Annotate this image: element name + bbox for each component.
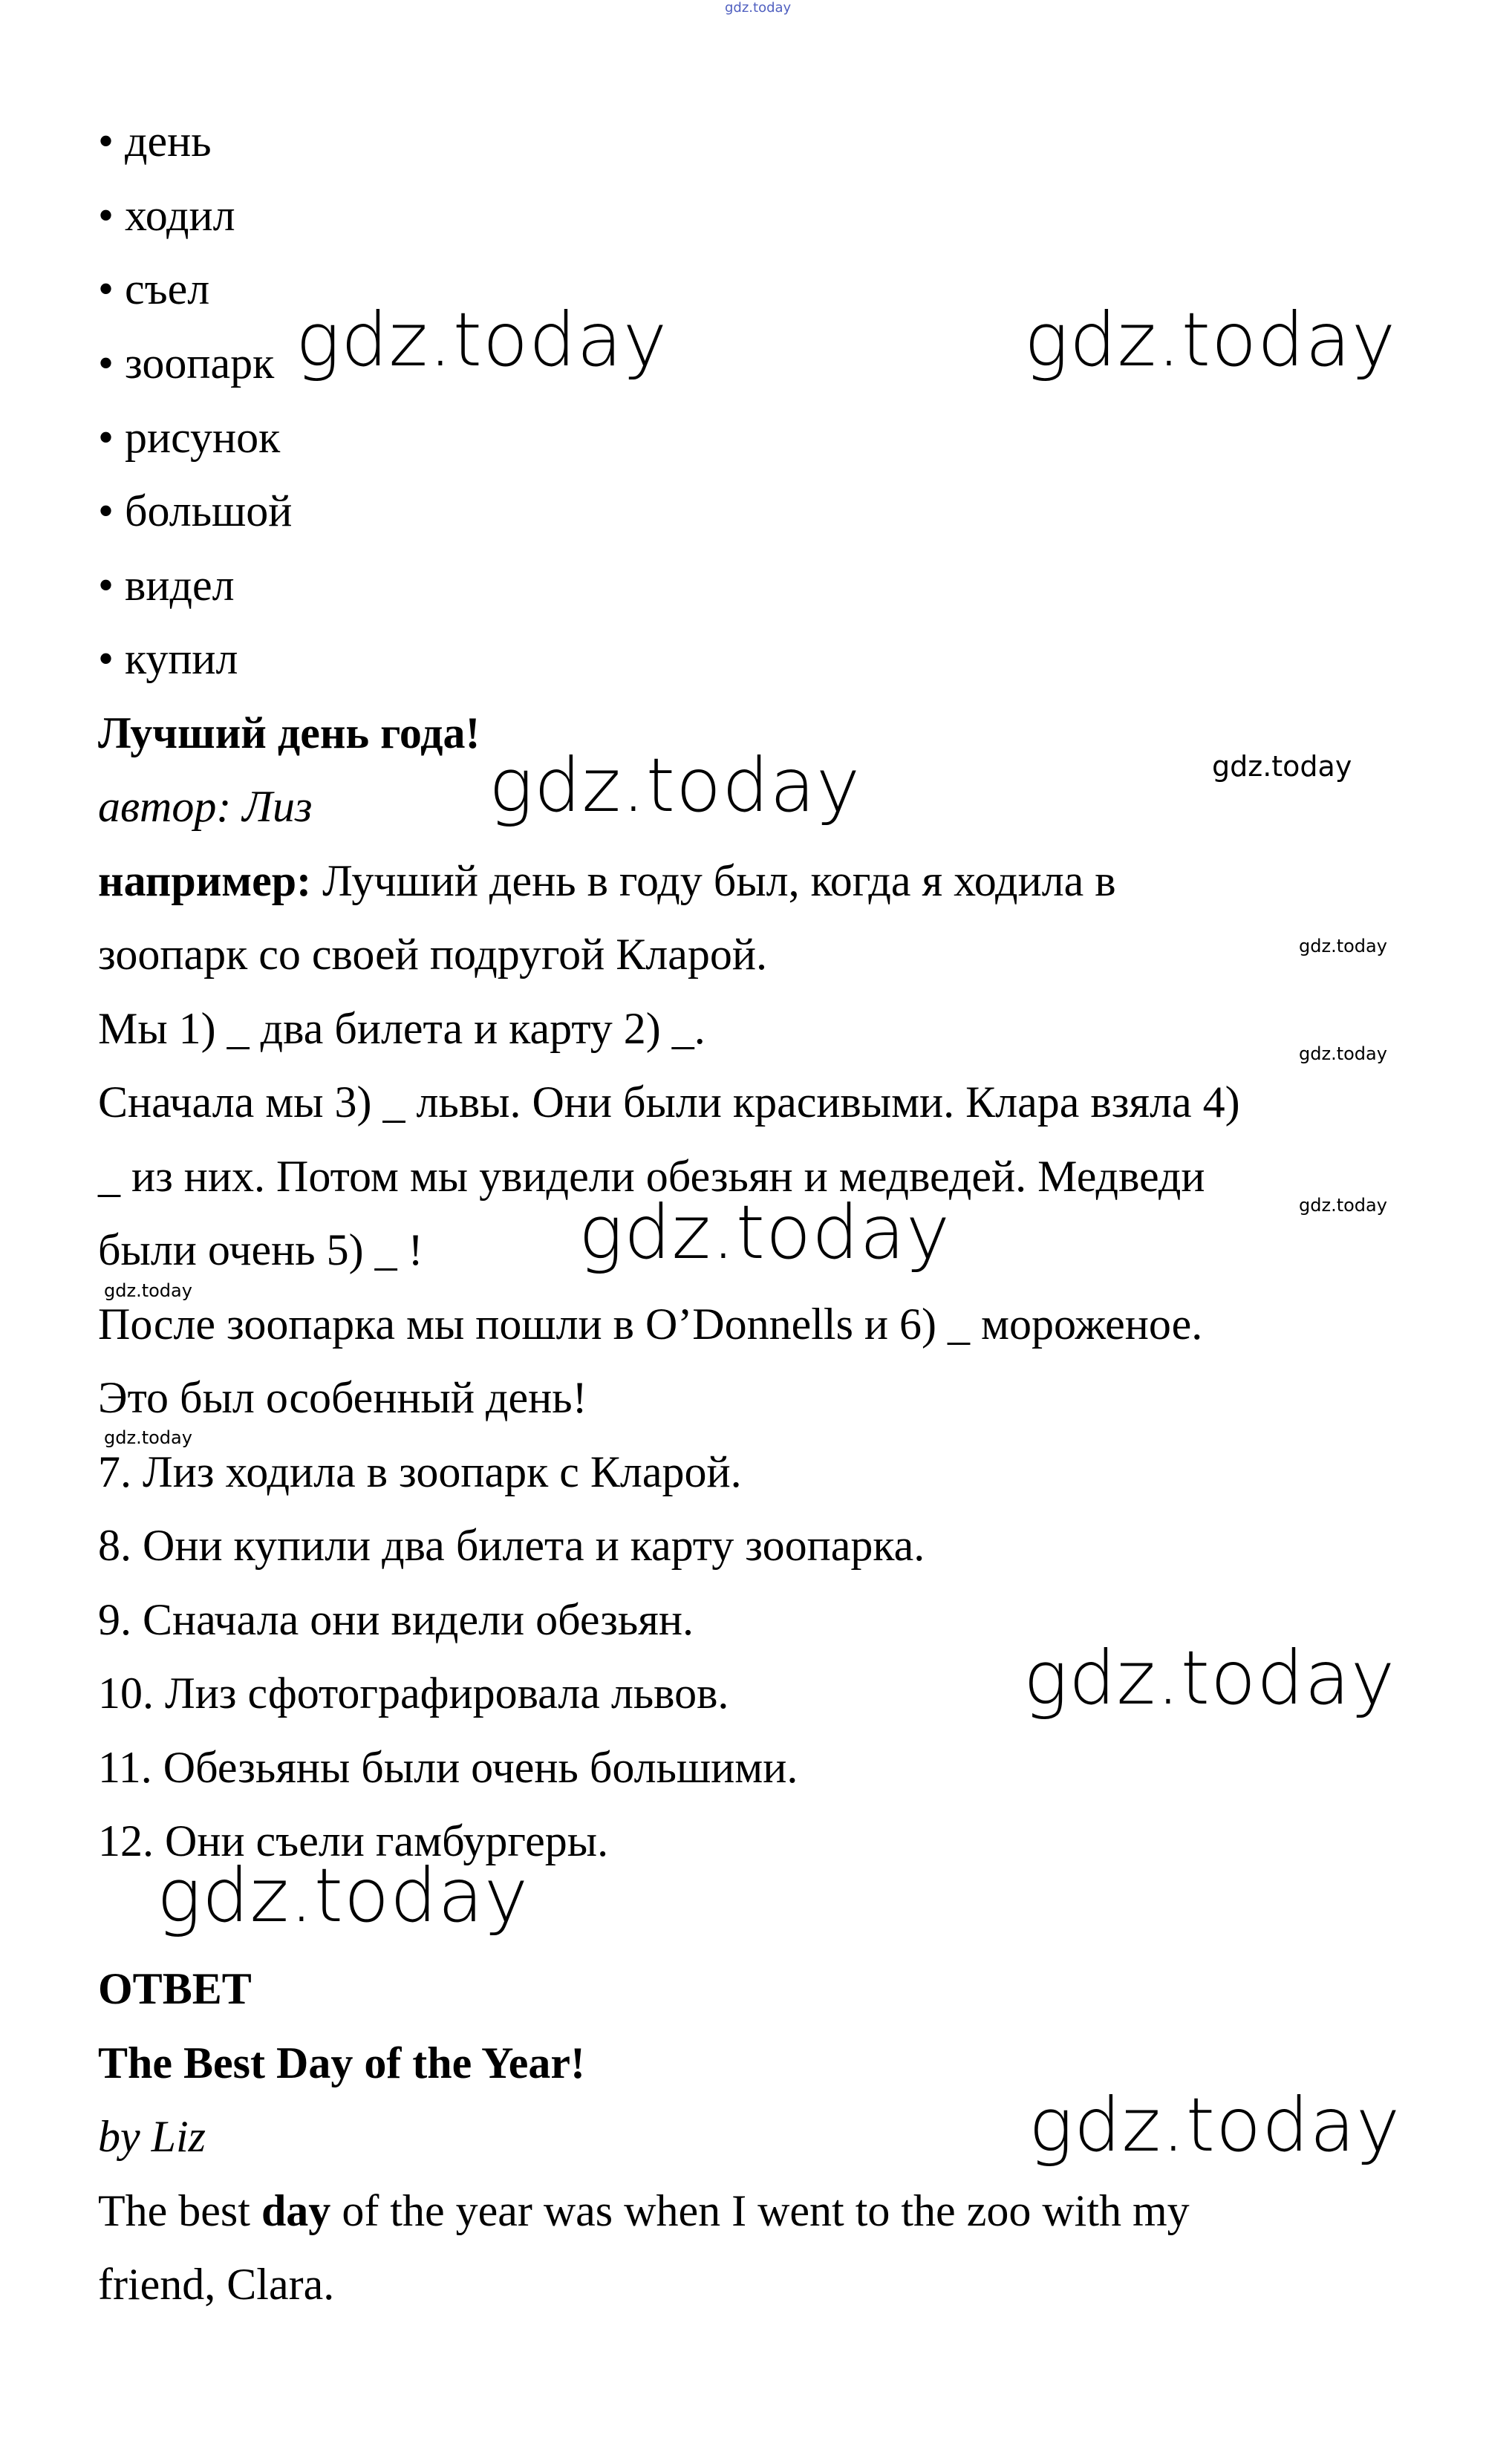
story-line: Мы 1) _ два билета и карту 2) _. (98, 1004, 706, 1053)
watermark: gdz.today (104, 1280, 192, 1301)
word-list-item: • видел (98, 558, 235, 612)
watermark: gdz.today (1212, 750, 1352, 783)
story-line: Это был особенный день! (98, 1373, 587, 1422)
story-line: были очень 5) _ ! (98, 1225, 423, 1274)
watermark: gdz.today (725, 0, 792, 16)
english-author: by Liz (98, 2112, 206, 2161)
word-list-item: • ходил (98, 189, 235, 242)
statement-item: 8. Они купили два билета и карту зоопарка. (98, 1521, 925, 1570)
example-line (98, 854, 1116, 907)
example-line: зоопарк со своей подругой Кларой. (98, 930, 767, 979)
russian-title: Лучший день года! (98, 708, 480, 757)
russian-author: автор: Лиз (98, 782, 313, 831)
watermark: gdz.today (1299, 936, 1387, 956)
statement-item: 7. Лиз ходила в зоопарк с Кларой. (98, 1447, 742, 1496)
answer-paragraph-line: friend, Clara. (98, 2260, 335, 2309)
answer-heading: ОТВЕТ (98, 1964, 252, 2013)
answer-highlight: day (261, 2186, 331, 2235)
answer-text: of the year was when I went to the zoo with my (330, 2186, 1190, 2235)
word-list-item: • большой (98, 484, 292, 538)
watermark: gdz.today (489, 742, 861, 829)
statement-item: 12. Они съели гамбургеры. (98, 1816, 609, 1865)
story-line: Сначала мы 3) _ львы. Они были красивыми. Клара взяла 4) (98, 1078, 1240, 1127)
story-line: _ из них. Потом мы увидели обезьян и медведей. Медведи (98, 1152, 1205, 1201)
watermark: gdz.today (579, 1189, 951, 1276)
watermark: gdz.today (1299, 1043, 1387, 1064)
word-list-item: • рисунок (98, 411, 280, 464)
watermark: gdz.today (157, 1852, 529, 1939)
watermark: gdz.today (1029, 2082, 1401, 2168)
watermark: gdz.today (1024, 296, 1397, 383)
story-line: После зоопарка мы пошли в O’Donnells и 6) _ мороженое. (98, 1300, 1203, 1349)
example-text: Лучший день в году был, когда я ходила в (311, 856, 1116, 905)
word-list-item: • купил (98, 632, 238, 685)
watermark: gdz.today (296, 296, 668, 383)
example-label: например: (98, 856, 312, 905)
watermark: gdz.today (1023, 1634, 1396, 1721)
statement-item: 10. Лиз сфотографировала львов. (98, 1669, 729, 1718)
answer-paragraph-line (98, 2184, 1190, 2237)
watermark: gdz.today (104, 1427, 192, 1448)
word-list-item: • съел (98, 262, 209, 316)
answer-text: The best (98, 2186, 261, 2235)
statement-item: 11. Обезьяны были очень большими. (98, 1743, 798, 1792)
word-list-item: • день (98, 114, 212, 168)
watermark: gdz.today (1299, 1195, 1387, 1216)
english-title: The Best Day of the Year! (98, 2038, 585, 2087)
statement-item: 9. Сначала они видели обезьян. (98, 1595, 694, 1644)
word-list-item: • зоопарк (98, 336, 274, 390)
